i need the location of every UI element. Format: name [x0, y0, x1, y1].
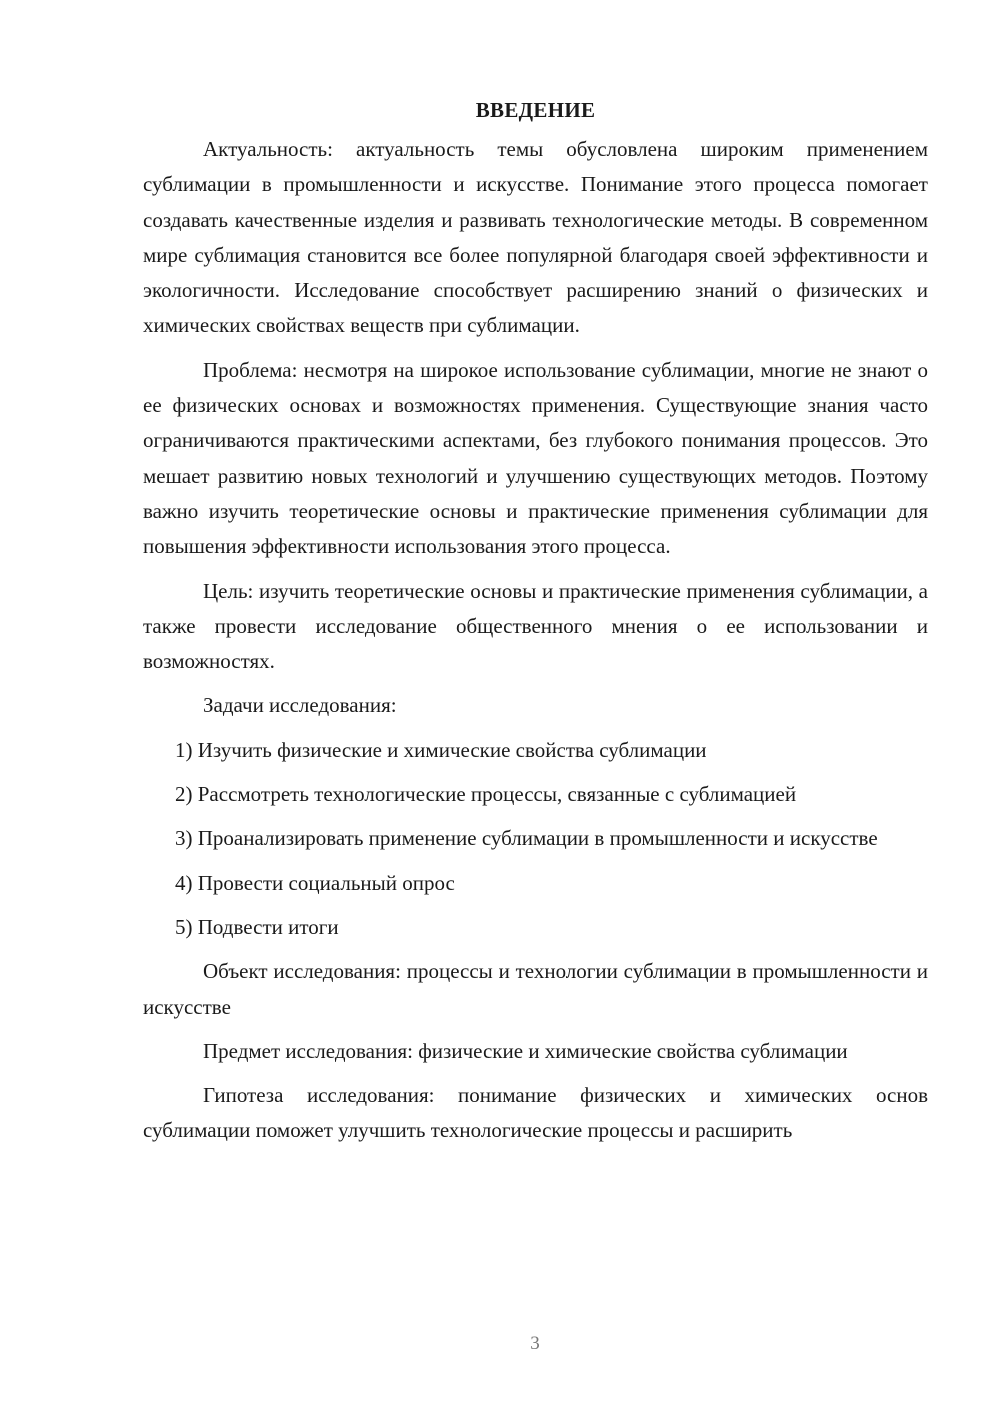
- page-number: 3: [530, 1333, 540, 1354]
- task-list-item: 2) Рассмотреть технологические процессы, связанные с сублимацией: [175, 782, 797, 807]
- paragraph: Предмет исследования: физические и химические свойства сублимации: [203, 1038, 848, 1063]
- paragraph: Объект исследования: процессы и технологии сублимации в промышленности и искусстве: [143, 959, 928, 1019]
- page-title: ВВЕДЕНИЕ: [475, 98, 596, 122]
- paragraph: Гипотеза исследования: понимание физических и химических основ сублимации поможет улучшить технологические процессы и расширить: [143, 1083, 928, 1143]
- paragraph: Задачи исследования:: [203, 693, 397, 718]
- task-list-item: 1) Изучить физические и химические свойства сублимации: [175, 737, 707, 762]
- paragraph: Актуальность: актуальность темы обусловлена широким применением сублимации в промышленности и искусстве. Понимание этого процесса помогает создавать качественные изделия и развивать технологические методы. В современном мире сублимация становится все более популярной благодаря своей эффективности и экологичности. Исследование способствует расширению знаний о физических и химических свойствах веществ при сублимации.: [143, 137, 928, 338]
- paragraph: Проблема: несмотря на широкое использование сублимации, многие не знают о ее физических основах и возможностях применения. Существующие знания часто ограничиваются практическими аспектами, без глубокого понимания процессов. Это мешает развитию новых технологий и улучшению существующих методов. Поэтому важно изучить теоретические основы и практические применения сублимации для повышения эффективности использования этого процесса.: [143, 357, 928, 559]
- body-text: [143, 132, 928, 1149]
- task-list-item: 3) Проанализировать применение сублимации в промышленности и искусстве: [175, 826, 878, 851]
- task-list-item: 4) Провести социальный опрос: [175, 870, 455, 895]
- document-page: [143, 92, 928, 1158]
- task-list-item: 5) Подвести итоги: [175, 914, 339, 939]
- paragraph: Цель: изучить теоретические основы и практические применения сублимации, а также провести исследование общественного мнения о ее использовании и возможностях.: [143, 578, 928, 674]
